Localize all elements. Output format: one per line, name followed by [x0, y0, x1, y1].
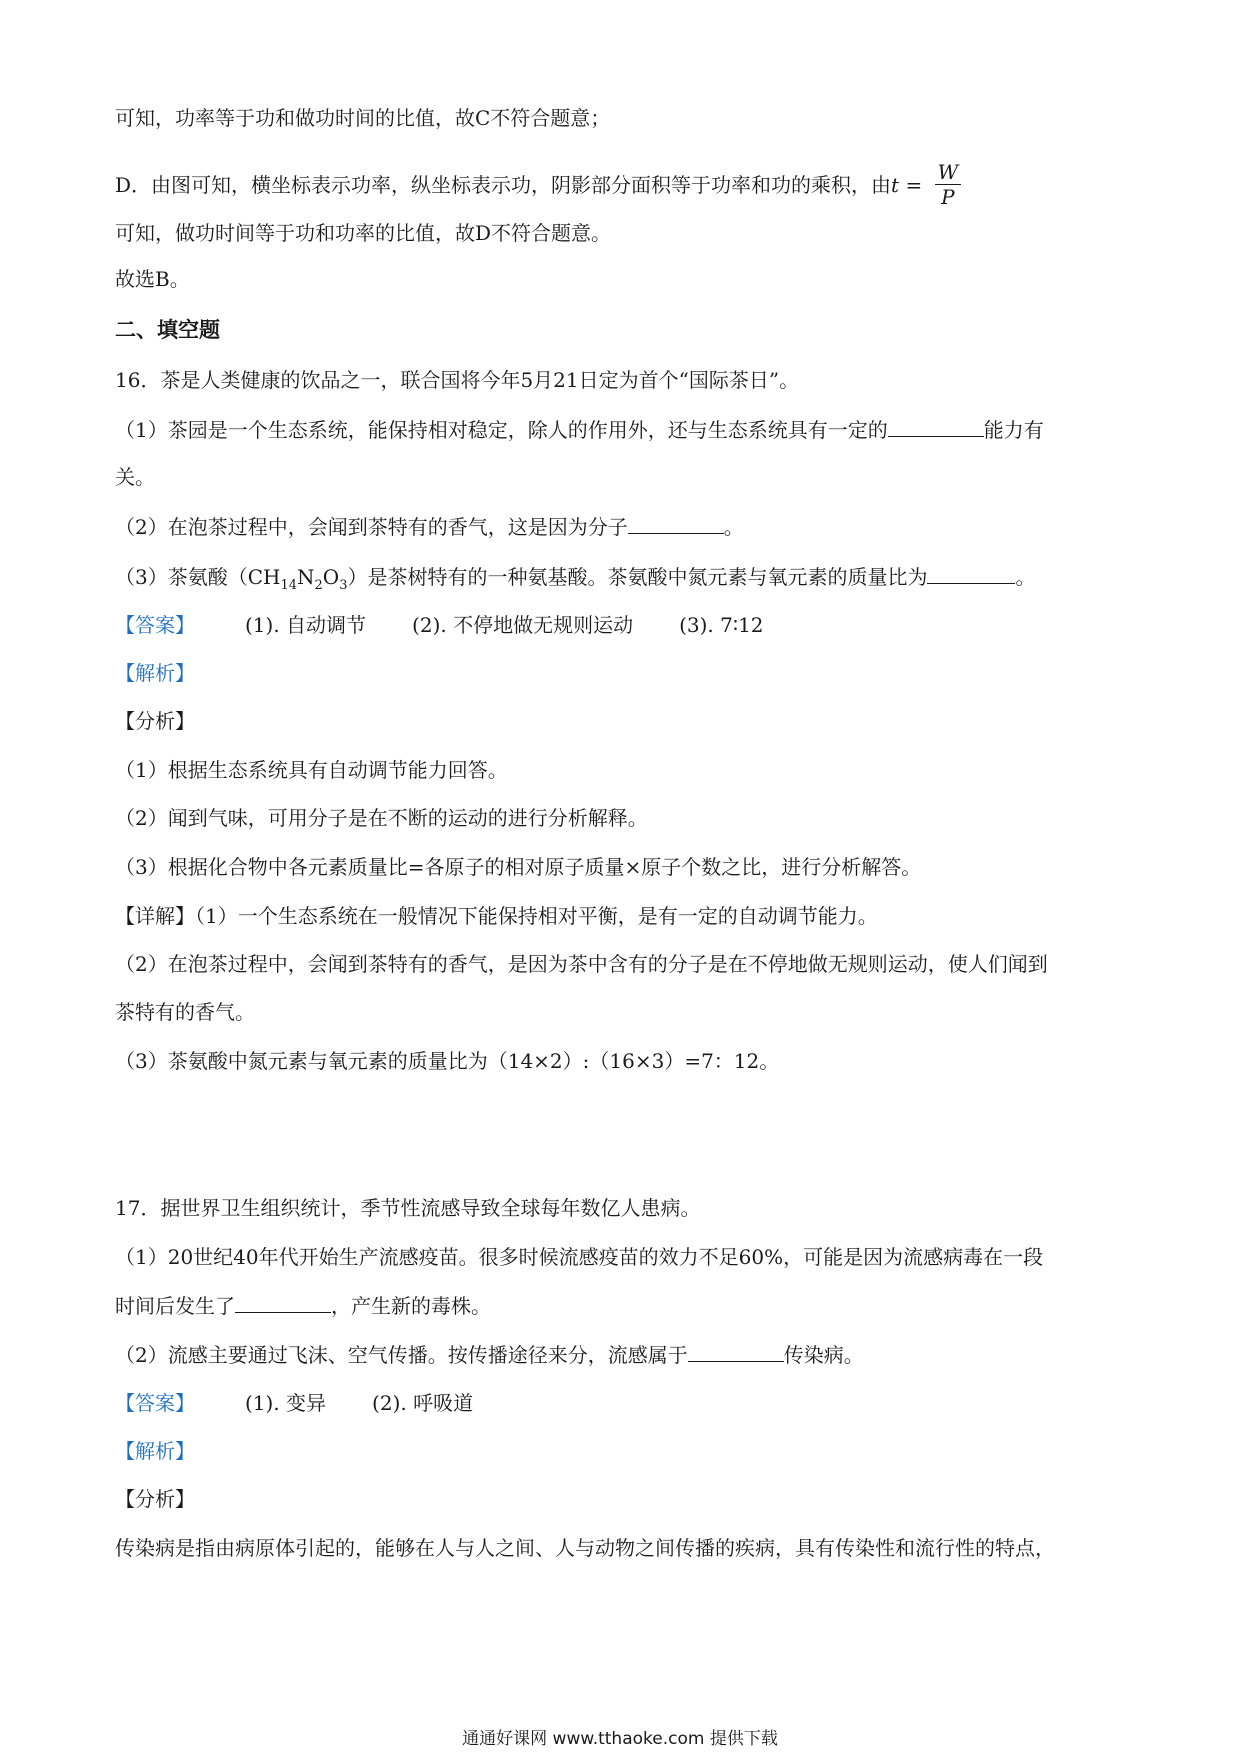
text-line: （1）根据生态系统具有自动调节能力回答。: [115, 758, 508, 782]
text-segment: 传染病。: [783, 1343, 864, 1367]
text-line: 传染病是指由病原体引起的，能够在人与人之间、人与动物之间传播的疾病，具有传染性和流行性的特点，: [115, 1536, 1055, 1560]
answer-blank: [888, 416, 984, 437]
text-line: （2）在泡茶过程中，会闻到茶特有的香气，是因为茶中含有的分子是在不停地做无规则运动，使人们闻到: [115, 952, 1048, 976]
answer-item: (1). 变异: [245, 1391, 327, 1415]
text-segment: 时间后发生了: [115, 1294, 235, 1318]
page-footer: 通通好课网 www.tthaoke.com 提供下载: [462, 1729, 778, 1749]
answer-tag: 【答案】: [115, 613, 195, 637]
question-17-part1: （1）20世纪40年代开始生产流感疫苗。很多时候流感疫苗的效力不足60%，可能是因为流感病毒在一段: [115, 1245, 1044, 1269]
fraction-denominator: P: [941, 185, 955, 209]
question-17-part1-cont: [115, 1292, 1130, 1319]
answer-item: (2). 呼吸道: [372, 1391, 474, 1415]
subscript: 14: [280, 578, 298, 593]
section-heading: 二、填空题: [115, 317, 220, 342]
text-segment: （1）一个生态系统在一般情况下能保持相对平衡，是有一定的自动调节能力。: [195, 904, 878, 928]
text-line: （3）根据化合物中各元素质量比=各原子的相对原子质量×原子个数之比，进行分析解答。: [115, 855, 922, 879]
subscript: 3: [339, 578, 348, 593]
text-segment: ，产生新的毒株。: [331, 1294, 491, 1318]
text-segment: N: [297, 565, 315, 589]
answer-line-16: [115, 612, 1130, 638]
text-line: 关。: [115, 465, 155, 489]
text-line: 茶特有的香气。: [115, 1000, 255, 1024]
analysis-tag: 【解析】: [115, 661, 195, 685]
detail-line: [115, 903, 1130, 929]
question-17-stem: 17．据世界卫生组织统计，季节性流感导致全球每年数亿人患病。: [115, 1196, 701, 1220]
text-segment: 。: [1015, 565, 1036, 589]
answer-item: (1). 自动调节: [245, 613, 367, 637]
answer-blank: [235, 1292, 331, 1313]
text-line: 故选B。: [115, 267, 190, 291]
answer-item: (2). 不停地做无规则运动: [412, 613, 634, 637]
text-segment: （3）茶氨酸（CH: [115, 565, 281, 589]
text-segment: （1）茶园是一个生态系统，能保持相对稳定，除人的作用外，还与生态系统具有一定的: [115, 418, 888, 442]
text-segment: 。: [723, 515, 744, 539]
text-segment: 能力有: [983, 418, 1044, 442]
analysis-tag: 【解析】: [115, 1439, 195, 1463]
answer-blank: [688, 1341, 784, 1362]
text-line: （2）闻到气味，可用分子是在不断的运动的进行分析解释。: [115, 806, 648, 830]
text-segment: D．由图可知，横坐标表示功率，纵坐标表示功，阴影部分面积等于功率和功的乘积，由: [115, 173, 892, 197]
subscript: 2: [314, 578, 323, 593]
text-segment: （2）流感主要通过飞沫、空气传播。按传播途径来分，流感属于: [115, 1343, 688, 1367]
answer-item: (3). 7∶12: [679, 613, 764, 637]
answer-blank: [927, 563, 1015, 584]
breakdown-tag: 【分析】: [115, 709, 195, 733]
question-16-part1: [115, 416, 1130, 443]
answer-tag: 【答案】: [115, 1391, 195, 1415]
question-17-part2: [115, 1341, 1130, 1368]
text-line: 可知，功率等于功和做功时间的比值，故C不符合题意；: [115, 106, 611, 130]
fraction-numerator: W: [935, 160, 962, 185]
question-16-part2: [115, 513, 1130, 540]
breakdown-tag: 【分析】: [115, 1487, 195, 1511]
text-segment: O: [322, 565, 340, 589]
equals-sign: =: [899, 173, 929, 197]
question-16-part3: [115, 563, 1130, 599]
fraction-w-over-p: [935, 160, 962, 209]
variable-t: t: [891, 173, 900, 197]
text-line-with-fraction: [115, 162, 1130, 211]
answer-blank: [628, 513, 724, 534]
detail-tag: 【详解】: [115, 904, 195, 928]
text-segment: （2）在泡茶过程中，会闻到茶特有的香气，这是因为分子: [115, 515, 628, 539]
answer-line-17: [115, 1390, 1130, 1416]
question-16-stem: 16．茶是人类健康的饮品之一，联合国将今年5月21日定为首个“国际茶日”。: [115, 368, 800, 392]
text-segment: ）是茶树特有的一种氨基酸。茶氨酸中氮元素与氧元素的质量比为: [347, 565, 928, 589]
text-line: （3）茶氨酸中氮元素与氧元素的质量比为（14×2）:（16×3）=7：12。: [115, 1049, 780, 1073]
text-line: 可知，做功时间等于功和功率的比值，故D不符合题意。: [115, 221, 612, 245]
